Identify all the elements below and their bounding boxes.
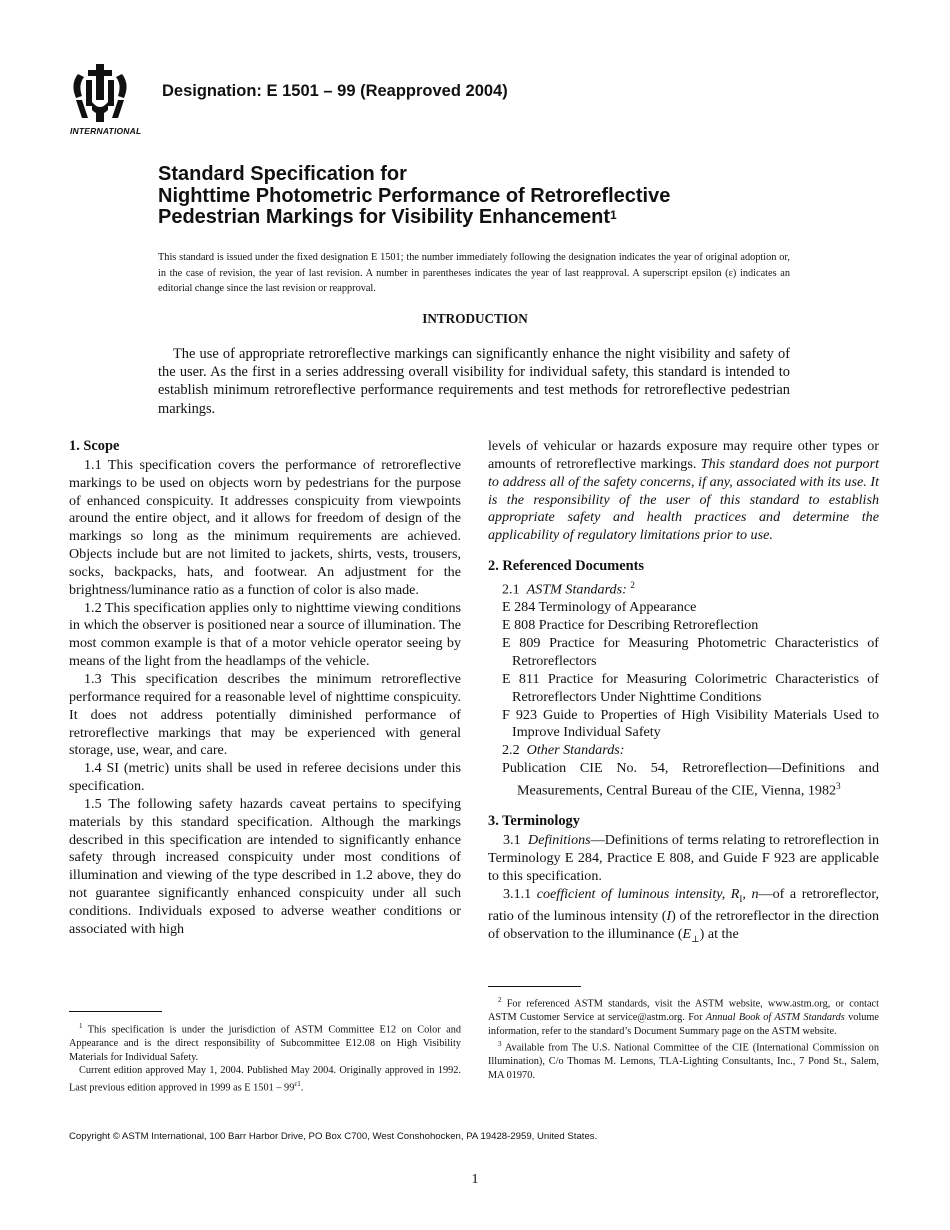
footnote-rule-left — [69, 1011, 162, 1012]
reference-e808: E 808 Practice for Describing Retroreflection — [502, 617, 759, 634]
paragraph-1-4: 1.4 SI (metric) units shall be used in referee decisions under this specification. — [69, 760, 461, 795]
introduction-text: The use of appropriate retroreflective markings can significantly enhance the night visibility and safety of the user. As the first in a series addressing overall visibility for individual safety, this standard is intended to establish minimum retroreflective performance requirements and test methods for retroreflective pedestrian markings. — [158, 346, 790, 417]
page-number: 1 — [471, 1172, 479, 1187]
paragraph-1-3: 1.3 This specification describes the minimum retroreflective performance required for a reasonable level of nighttime conspicuity. It does not address potentially diminished performance of retroreflective markings that may be experienced with general storage, use, wear, and care. — [69, 670, 461, 759]
astm-logo — [66, 60, 152, 140]
section-heading-referenced-documents: 2. Referenced Documents — [488, 558, 644, 575]
reference-f923: F 923 Guide to Properties of High Visibility Materials Used to Improve Individual Safety — [502, 706, 879, 741]
title-line-1: Standard Specification for — [158, 163, 407, 185]
designation: Designation: E 1501 – 99 (Reapproved 2004) — [162, 82, 508, 100]
reference-e809: E 809 Practice for Measuring Photometric Characteristics of Retroreflectors — [502, 635, 879, 669]
footnote-ref-1: 1 — [609, 208, 617, 222]
subsection-astm-standards: 2.1 ASTM Standards: $^2$ — [502, 579, 635, 598]
footnote-3: $^3$ Available from The U.S. National Committee of the CIE (International Commission on Illumination), C/o Thomas M. Lemons, TLA-Lighting Consultants, Inc., 7 Pond St., Salem, MA 01970. — [488, 1040, 879, 1081]
reference-cie-54: Publication CIE No. 54, Retroreflection—Definitions and Measurements, Central Bureau of the CIE, Vienna, 1982$^3$ — [502, 760, 879, 799]
footnote-2: $^2$ For referenced ASTM standards, visit the ASTM website, www.astm.org, or contact ASTM Customer Service at service@astm.org. For Annual Book of ASTM Standards volume information, refer to the standard’s Document Summary page on the ASTM website. — [488, 996, 880, 1037]
paragraph-3-1-1: 3.1.1 coefficient of luminous intensity, $R_I$, n—of a retroreflector, ratio of the luminous intensity (I) of the retroreflector in the direction of observation to the illuminance $(E_\perp)$ at the — [488, 885, 879, 945]
paragraph-1-5-continued: levels of vehicular or hazards exposure may require other types or amounts of retroreflective markings. This standard does not purport to address all of the safety concerns, if any, associated with its use. It is the responsibility of the user of this standard to establish appropriate safety and health practices and determine the applicability of regulatory limitations prior to use. — [488, 438, 879, 544]
document-title — [158, 164, 858, 229]
section-heading-scope: 1. Scope — [69, 438, 120, 454]
reference-e811: E 811 Practice for Measuring Colorimetric Characteristics of Retroreflectors Under Nighttime Conditions — [502, 670, 879, 705]
right-column — [488, 438, 879, 949]
footnote-current-edition: Current edition approved May 1, 2004. Published May 2004. Originally approved in 1992. Last previous edition approved in 1999 as E $1501 - 99^{\varepsilon 1}$. — [69, 1065, 461, 1094]
paragraph-1-5: 1.5 The following safety hazards caveat pertains to specifying materials by this standard specification. Although the markings described in this specification are intended to significantly enhance safety through increased conspicuity under most conditions of illumination and viewing of the type described in 1.2 above, they do not guarantee significantly enhanced conspicuity under all such conditions. Individuals exposed to adverse weather conditions or associated with high — [69, 795, 461, 937]
title-line-3: Pedestrian Markings for Visibility Enhancement$^1$ — [158, 206, 617, 228]
introduction-heading: INTRODUCTION — [422, 311, 528, 326]
title-line-2: Nighttime Photometric Performance of Retroreflective — [158, 184, 671, 207]
issued-notice: This standard is issued under the fixed designation E 1501; the number immediately following the designation indicates the year of original adoption or, in the case of revision, the year of last revision. A number in parentheses indicates the year of last reapproval. A superscript epsilon (ε) indicates an editorial change since the last revision or reapproval. — [158, 252, 790, 294]
logo-caption: INTERNATIONAL — [70, 126, 142, 136]
footnote-rule-right — [488, 986, 581, 987]
footnote-1: $^1$ This specification is under the jurisdiction of ASTM Committee E12 on Color and Appearance and is the direct responsibility of Subcommittee E12.08 on High Visibility Materials for Individual Safety. — [69, 1022, 461, 1063]
footnotes-left — [69, 1020, 461, 1095]
copyright-notice: Copyright © ASTM International, 100 Barr Harbor Drive, PO Box C700, West Conshohocken, PA 19428-2959, United States. — [69, 1131, 598, 1142]
safety-caveat: This standard does not purport to address all of the safety concerns, if any, associated with its use. It is the responsibility of the user of this standard to establish appropriate safety and health practices and determine the applicability of regulatory limitations prior to use. — [488, 455, 879, 544]
subsection-other-standards: 2.2 Other Standards: — [502, 742, 625, 759]
paragraph-1-2: 1.2 This specification applies only to nighttime viewing conditions in which the observer is positioned near a source of illumination. The most common example is that of a motor vehicle operator seeing by means of the light from the headlamps of the vehicle. — [69, 599, 461, 670]
left-column — [69, 438, 461, 939]
paragraph-1-1: 1.1 This specification covers the performance of retroreflective markings to be used on objects worn by pedestrians for the purpose of enhanced conspicuity. It addresses conspicuity from viewpoints around the entire object, and it allows for freedom of design of the markings so long as the minimum requirements are achieved. Objects include but are not limited to jackets, shirts, vests, trousers, socks, backpacks, hats, and footwear. An adjustment for the brightness/luminance ratio as a function of color is also made. — [69, 456, 461, 598]
section-heading-terminology: 3. Terminology — [488, 813, 580, 830]
reference-e284: E 284 Terminology of Appearance — [502, 599, 697, 616]
paragraph-3-1: 3.1 Definitions—Definitions of terms relating to retroreflection in Terminology E 284, Practice E 808, and Guide F 923 are applicable to this specification. — [488, 832, 879, 884]
footnotes-right — [488, 994, 879, 1082]
